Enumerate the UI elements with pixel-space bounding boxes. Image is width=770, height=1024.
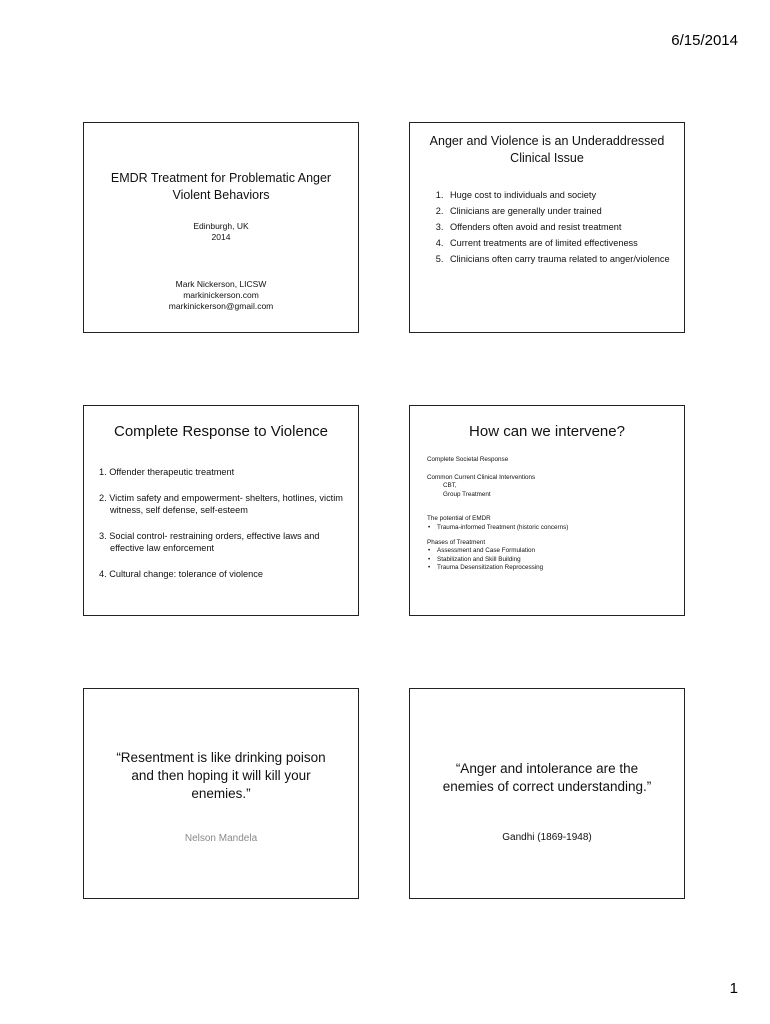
slide-2-title: Anger and Violence is an Underaddressed Clinical Issue bbox=[429, 134, 665, 165]
slide-4-phases-heading: Phases of Treatment bbox=[427, 538, 486, 546]
list-item: • Assessment and Case Formulation bbox=[427, 547, 676, 556]
list-item: CBT, bbox=[443, 482, 457, 490]
slide-1-title-line2: Violent Behaviors bbox=[172, 188, 270, 202]
slide-6-quote: “Anger and intolerance are the enemies of correct understanding.” bbox=[442, 761, 652, 794]
slide-1-location: Edinburgh, UK bbox=[193, 221, 249, 231]
slide-3-title: Complete Response to Violence bbox=[113, 423, 329, 440]
list-item: • Trauma Desensitization Reprocessing bbox=[427, 564, 676, 573]
slide-4-common-heading: Common Current Clinical Interventions bbox=[427, 473, 536, 481]
slide-1-author: Mark Nickerson, LICSW bbox=[175, 279, 267, 289]
list-item: 5. Clinicians often carry trauma related to anger/violence bbox=[446, 253, 674, 266]
slide-1-year: 2014 bbox=[211, 232, 231, 242]
slide-3-complete-response bbox=[83, 405, 359, 616]
slide-1-title-line1: EMDR Treatment for Problematic Anger bbox=[110, 171, 332, 185]
list-item: 3. Offenders often avoid and resist treatment bbox=[446, 221, 674, 234]
slide-4-societal: Complete Societal Response bbox=[427, 456, 509, 463]
slide-2-underaddressed bbox=[409, 122, 685, 333]
slide-2-list bbox=[424, 189, 674, 269]
page-number: 1 bbox=[729, 980, 738, 997]
slide-4-title: How can we intervene? bbox=[469, 423, 625, 440]
slide-6-author: Gandhi (1869-1948) bbox=[502, 832, 592, 843]
slide-4-body bbox=[427, 456, 676, 573]
list-item: 1. Offender therapeutic treatment bbox=[99, 467, 235, 477]
slide-5-mandela-quote bbox=[83, 688, 359, 899]
slide-1-location-block bbox=[84, 221, 358, 243]
slide-6-gandhi-quote bbox=[409, 688, 685, 899]
slide-5-author: Nelson Mandela bbox=[184, 833, 258, 844]
slide-1-title bbox=[83, 122, 359, 333]
list-item: 4. Current treatments are of limited effectiveness bbox=[446, 237, 674, 250]
list-item: • Trauma-informed Treatment (historic concerns) bbox=[427, 524, 676, 533]
slide-1-contact-block bbox=[84, 279, 358, 312]
slide-4-potential-heading: The potential of EMDR bbox=[427, 515, 491, 523]
slide-1-website: markinickerson.com bbox=[183, 290, 259, 300]
list-item: 3. Social control- restraining orders, effective laws and effective law enforcement bbox=[99, 530, 320, 553]
slide-4-intervene bbox=[409, 405, 685, 616]
slide-3-list bbox=[99, 466, 348, 593]
print-date: 6/15/2014 bbox=[671, 32, 738, 49]
list-item: 4. Cultural change: tolerance of violence bbox=[99, 568, 263, 579]
list-item: 2. Victim safety and empowerment- shelters, hotlines, victim witness, self defense, self-esteem bbox=[99, 492, 343, 515]
list-item: 2. Clinicians are generally under trained bbox=[446, 205, 674, 218]
list-item: Group Treatment bbox=[443, 490, 491, 498]
list-item: 1. Huge cost to individuals and society bbox=[446, 189, 674, 202]
slide-1-heading bbox=[84, 170, 358, 204]
slide-5-quote: “Resentment is like drinking poison and then hoping it will kill your enemies.” bbox=[116, 750, 326, 801]
slide-1-email: markinickerson@gmail.com bbox=[168, 301, 274, 311]
list-item: • Stabilization and Skill Building bbox=[427, 556, 676, 565]
